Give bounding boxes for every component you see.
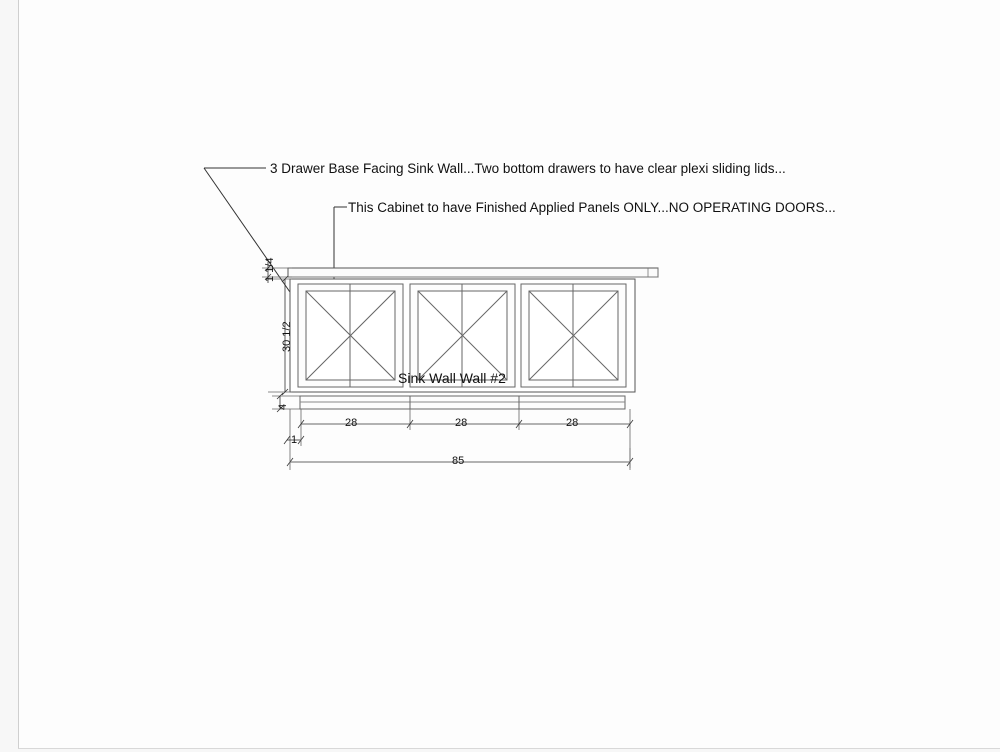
note-drawer-base: 3 Drawer Base Facing Sink Wall...Two bottom drawers to have clear plexi sliding lids... xyxy=(270,161,786,176)
dimension-cabinet-height: 30 1/2 xyxy=(281,321,293,352)
dimension-bay-3-width: 28 xyxy=(566,417,579,429)
countertop xyxy=(288,268,658,277)
dimension-bay-2-width: 28 xyxy=(455,417,468,429)
panel-bay-3 xyxy=(521,284,626,387)
dimension-toe-kick-height: 4 xyxy=(277,403,289,410)
elevation-title: Sink Wall Wall #2 xyxy=(398,370,506,386)
dimension-left-offset: 1 xyxy=(291,434,298,446)
toe-kick xyxy=(300,396,625,409)
dimension-bay-1-width: 28 xyxy=(345,417,358,429)
dimension-countertop-height: 1 1/4 xyxy=(264,257,276,282)
note-applied-panels: This Cabinet to have Finished Applied Panels ONLY...NO OPERATING DOORS... xyxy=(348,200,836,215)
panel-bay-1 xyxy=(298,284,403,387)
leader-drawer-note xyxy=(204,168,292,295)
dimension-overall-width: 85 xyxy=(452,455,465,467)
